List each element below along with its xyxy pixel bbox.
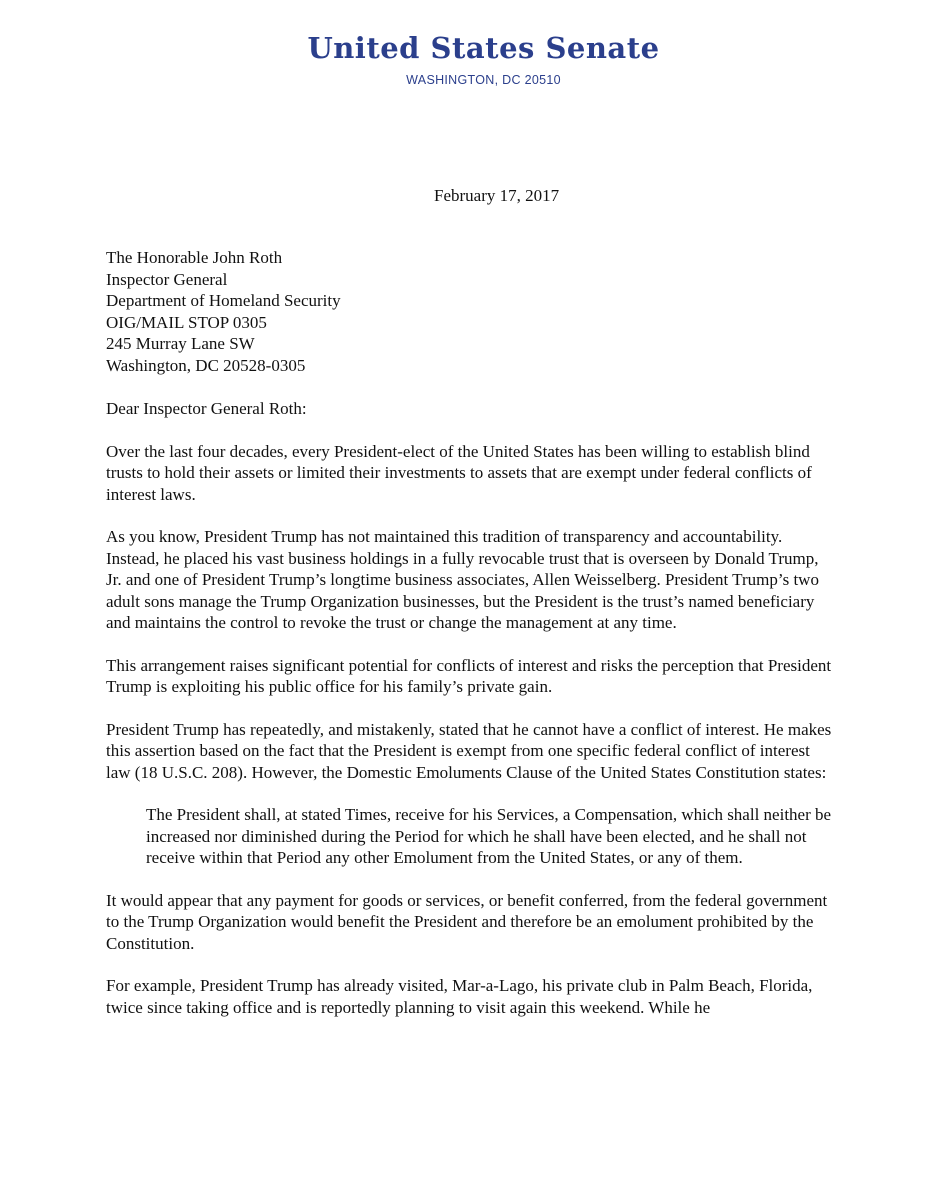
letterhead	[0, 30, 937, 88]
recipient-line: Department of Homeland Security	[106, 291, 341, 310]
recipient-line: OIG/MAIL STOP 0305	[106, 312, 267, 332]
letterhead-address: WASHINGTON, DC 20510	[406, 73, 561, 87]
recipient-line: Inspector General	[106, 269, 228, 289]
paragraph: This arrangement raises significant potential for conflicts of interest and risks the perception that President Trump is exploiting his public office for his family’s private gain.	[106, 655, 832, 696]
recipient-line: Washington, DC 20528-0305	[106, 355, 306, 375]
paragraph: As you know, President Trump has not maintained this tradition of transparency and accountability. Instead, he placed his vast business holdings in a fully revocable trust that is overseen by Donald Trump, Jr. and one of President Trump’s longtime business associates, Allen Weisselberg. President Trump’s two adult sons manage the Trump Organization businesses, but the President is the trust’s named beneficiary and maintains the control to revoke the trust or change the management at any time.	[106, 527, 819, 632]
recipient-address	[106, 247, 836, 376]
paragraph: Over the last four decades, every President-elect of the United States has been willing to establish blind trusts to hold their assets or limited their investments to assets that are exempt under federal conflicts of interest laws.	[106, 441, 812, 504]
recipient-line: 245 Murray Lane SW	[106, 334, 255, 353]
paragraph: It would appear that any payment for goods or services, or benefit conferred, from the federal government to the Trump Organization would benefit the President and therefore be an emolument prohibited by the Constitution.	[106, 890, 828, 953]
recipient-line: The Honorable John Roth	[106, 248, 283, 267]
salutation: Dear Inspector General Roth:	[106, 399, 307, 418]
block-quote: The President shall, at stated Times, receive for his Services, a Compensation, which shall neither be increased nor diminished during the Period for which he shall have been elected, and he shall not receive within that Period any other Emolument from the United States, or any of them.	[146, 805, 832, 867]
letter-body	[106, 247, 836, 1018]
letter-date: February 17, 2017	[434, 186, 560, 205]
paragraph: President Trump has repeatedly, and mistakenly, stated that he cannot have a conflict of interest. He makes this assertion based on the fact that the President is exempt from one specific federal conflict of interest law (18 U.S.C. 208). However, the Domestic Emoluments Clause of the United States Constitution states:	[106, 719, 832, 782]
paragraph: For example, President Trump has already visited, Mar-a-Lago, his private club in Palm Beach, Florida, twice since taking office and is reportedly planning to visit again this weekend. While he	[106, 976, 813, 1017]
letterhead-title: United States Senate	[307, 31, 660, 65]
